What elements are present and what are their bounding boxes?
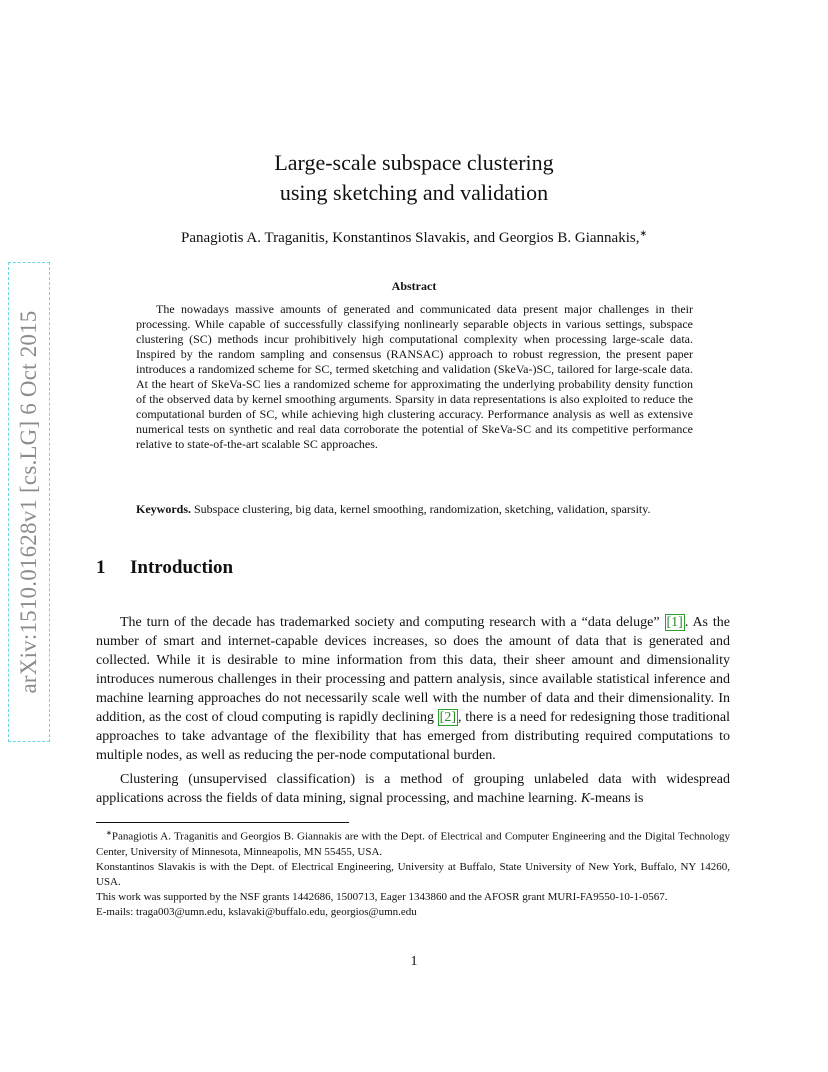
intro-p1-text-c: , there is a need for redesigning those traditional approaches to take advantage of the flexibility that has emerged from distributing required computations to multiple nodes, as well as reducing the per-node computational burden. <box>96 710 730 763</box>
citation-link-2[interactable]: [2] <box>439 710 456 725</box>
paper-title <box>0 148 828 208</box>
footnote-2: Konstantinos Slavakis is with the Dept. of Electrical Engineering, University at Buffalo, State University of New York, Buffalo, NY 14260, USA. <box>96 860 730 888</box>
arxiv-stamp <box>8 262 50 742</box>
intro-paragraph-2 <box>96 770 730 808</box>
intro-p2-text-a: Clustering (unsupervised classification) is a method of grouping unlabeled data with widespread applications across the fields of data mining, signal processing, and machine learning. <box>96 772 730 806</box>
intro-p1-text-a: The turn of the decade has trademarked society and computing research with a “data deluge” <box>120 615 665 630</box>
intro-p1-text-b: . As the number of smart and internet-capable devices increases, so does the amount of data that is generated and collected. While it is desirable to mine information from this data, their sheer amount and dimensionality introduces numerous challenges in their processing and pattern analysis, since available statistical inference and machine learning approaches do not necessarily scale well with the number of data and their dimensionality. In addition, as the cost of cloud computing is rapidly declining <box>96 615 731 725</box>
footnote-rule <box>96 822 349 823</box>
abstract-text: The nowadays massive amounts of generated and communicated data present major challenges in their processing. While capable of successfully classifying nonlinearly separable objects in various settings, subspace clustering (SC) methods incur prohibitively high computational complexity when processing large-scale data. Inspired by the random sampling and consensus (RANSAC) approach to robust regression, the present paper introduces a randomized scheme for SC, termed sketching and validation (SkeVa-)SC, tailored for large-scale data. At the heart of SkeVa-SC lies a randomized scheme for approximating the underlying probability density function of the observed data by kernel smoothing arguments. Sparsity in data representations is also exploited to reduce the computational burden of SC, while achieving high clustering accuracy. Performance analysis as well as extensive numerical tests on synthetic and real data corroborate the potential of SkeVa-SC and its competitive performance relative to state-of-the-art scalable SC approaches. <box>136 302 693 451</box>
footnote-1-text: Panagiotis A. Traganitis and Georgios B. Giannakis are with the Dept. of Electrical and Computer Engineering and the Digital Technology Center, University of Minnesota, Minneapolis, MN 55455, USA. <box>96 830 730 858</box>
section-heading <box>96 557 233 579</box>
author-names: Panagiotis A. Traganitis, Konstantinos Slavakis, and Georgios B. Giannakis, <box>180 230 640 246</box>
footnote-3: This work was supported by the NSF grants 1442686, 1500713, Eager 1343860 and the AFOSR grant MURI-FA9550-10-1-0567. <box>96 890 668 903</box>
footnote-1 <box>96 826 730 860</box>
intro-p2-k: K <box>580 791 591 806</box>
intro-p2-text-b: -means is <box>590 791 644 806</box>
arxiv-id: arXiv:1510.01628v1 [cs.LG] 6 Oct 2015 <box>16 310 41 694</box>
section-number: 1 <box>96 557 106 578</box>
citation-link-1[interactable]: [1] <box>666 615 683 630</box>
abstract-heading: Abstract <box>391 279 437 293</box>
intro-paragraph-1 <box>96 613 730 765</box>
footnotes <box>96 826 730 920</box>
title-line-2: using sketching and validation <box>279 180 549 205</box>
author-footnote-mark: ∗ <box>639 228 647 238</box>
footnote-4: E-mails: traga003@umn.edu, kslavaki@buffalo.edu, georgios@umn.edu <box>96 905 417 918</box>
title-line-1: Large-scale subspace clustering <box>274 150 554 175</box>
keywords-text: Subspace clustering, big data, kernel smoothing, randomization, sketching, validation, sparsity. <box>194 502 651 516</box>
section-title: Introduction <box>130 557 234 578</box>
authors <box>0 228 828 247</box>
keywords <box>136 502 693 517</box>
footnote-mark: ∗ <box>106 829 112 837</box>
keywords-label: Keywords. <box>136 502 191 516</box>
page-number: 1 <box>410 954 418 969</box>
